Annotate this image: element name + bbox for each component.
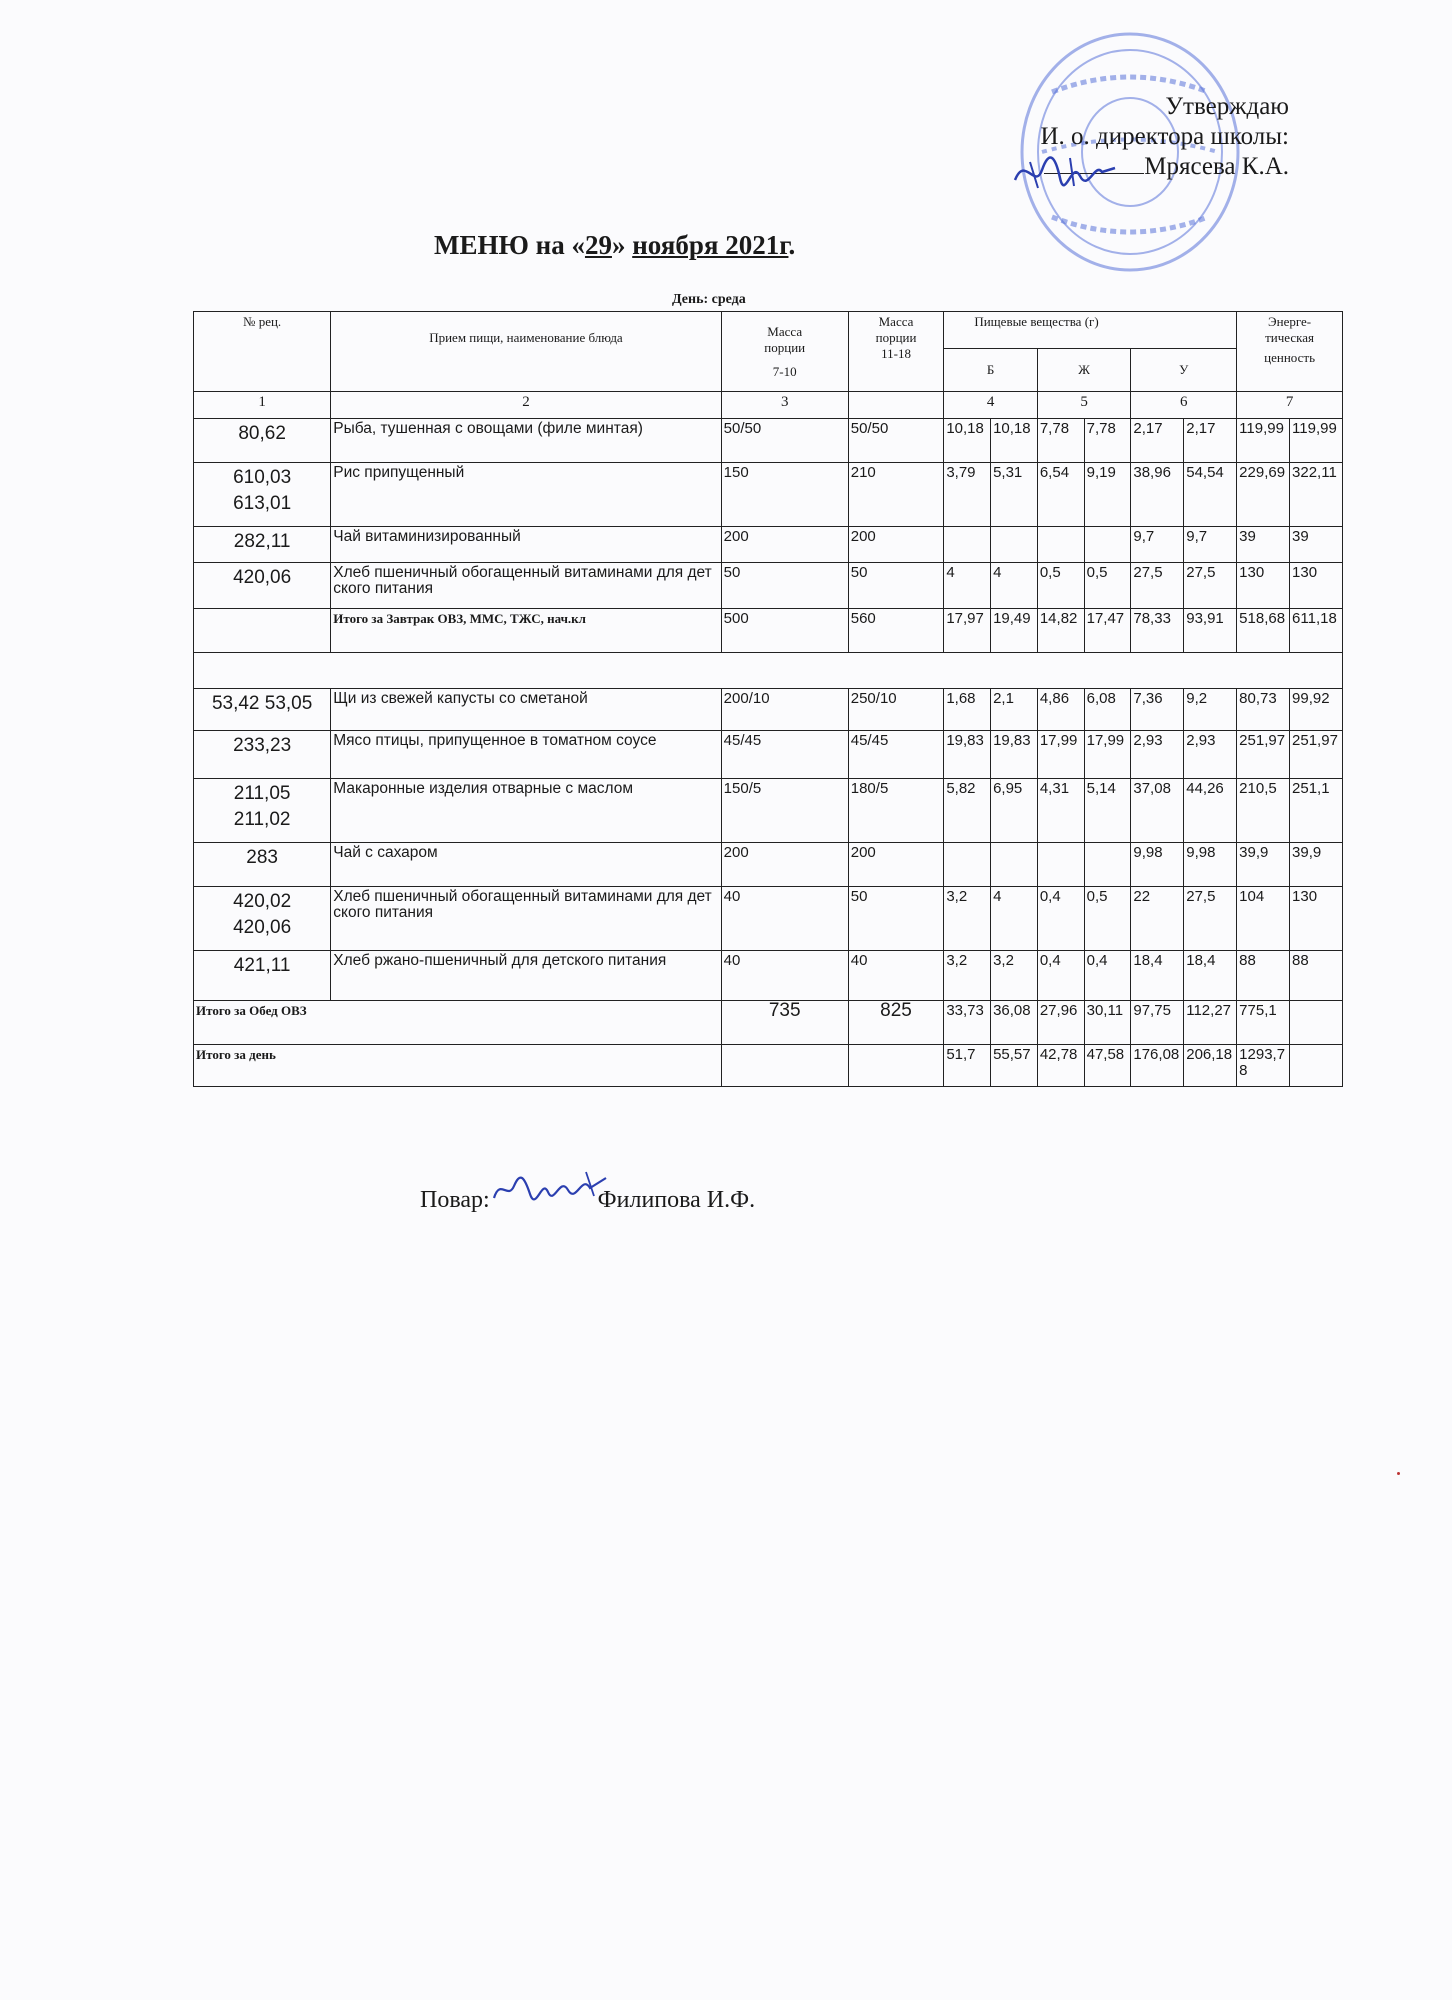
- col-header-b: Б: [944, 349, 1038, 392]
- value-e2: 251,97: [1290, 731, 1343, 779]
- value-z1: 4,31: [1037, 779, 1084, 843]
- value-e2: 39,9: [1290, 843, 1343, 887]
- col-number: 4: [944, 392, 1038, 419]
- value-m2: 45/45: [848, 731, 944, 779]
- value-z2: 17,99: [1084, 731, 1131, 779]
- breakfast-row: [194, 563, 1343, 609]
- col-header-dish: Прием пищи, наименование блюда: [331, 312, 721, 392]
- value-u2: 2,93: [1184, 731, 1237, 779]
- col-header-mass2: Масса порции 11-18: [848, 312, 944, 392]
- recipe-code: 211,05 211,02: [194, 779, 331, 843]
- title-mid: »: [611, 230, 633, 260]
- value-e1: 88: [1237, 951, 1290, 1001]
- total-z1: 27,96: [1037, 1001, 1084, 1045]
- value-u1: 2,17: [1131, 419, 1184, 463]
- value-e1: 229,69: [1237, 463, 1290, 527]
- total-u1: 176,08: [1131, 1045, 1184, 1087]
- page-title: [434, 230, 795, 261]
- dish-name: Чай витаминизированный: [331, 527, 721, 563]
- total-label: Итого за Обед ОВЗ: [194, 1001, 722, 1045]
- value-m1: 50: [721, 563, 848, 609]
- value-u1: 9,98: [1131, 843, 1184, 887]
- cook-label: Повар:: [420, 1187, 490, 1213]
- separator-row: [194, 653, 1343, 689]
- value-u2: 44,26: [1184, 779, 1237, 843]
- total-u1: 78,33: [1131, 609, 1184, 653]
- dish-name: Рис припущенный: [331, 463, 721, 527]
- total-z2: 30,11: [1084, 1001, 1131, 1045]
- total-u2: 93,91: [1184, 609, 1237, 653]
- value-m2: 180/5: [848, 779, 944, 843]
- value-z2: 0,5: [1084, 887, 1131, 951]
- lunch-row: [194, 887, 1343, 951]
- value-z2: 0,4: [1084, 951, 1131, 1001]
- recipe-code: 420,06: [194, 563, 331, 609]
- col-number: 7: [1237, 392, 1343, 419]
- value-b2: 2,1: [991, 689, 1038, 731]
- recipe-code: 53,42 53,05: [194, 689, 331, 731]
- value-b1: 3,2: [944, 951, 991, 1001]
- empty-cell: [194, 609, 331, 653]
- value-e1: 119,99: [1237, 419, 1290, 463]
- value-u1: 22: [1131, 887, 1184, 951]
- separator-cell: [194, 653, 1343, 689]
- value-m2: 50: [848, 887, 944, 951]
- recipe-code: 80,62: [194, 419, 331, 463]
- value-m2: 40: [848, 951, 944, 1001]
- value-b2: 3,2: [991, 951, 1038, 1001]
- value-z2: 0,5: [1084, 563, 1131, 609]
- total-e2: [1290, 1001, 1343, 1045]
- value-u1: 7,36: [1131, 689, 1184, 731]
- value-e1: 39,9: [1237, 843, 1290, 887]
- total-e2: [1290, 1045, 1343, 1087]
- title-suffix: .: [788, 230, 796, 260]
- value-b2: 19,83: [991, 731, 1038, 779]
- total-b2: 36,08: [991, 1001, 1038, 1045]
- value-z2: 9,19: [1084, 463, 1131, 527]
- value-e2: 322,11: [1290, 463, 1343, 527]
- total-e2: 611,18: [1290, 609, 1343, 653]
- total-m1: [721, 1045, 848, 1087]
- value-z2: [1084, 843, 1131, 887]
- title-day: 29: [584, 230, 612, 260]
- value-b1: 4: [944, 563, 991, 609]
- col-number: 5: [1037, 392, 1131, 419]
- value-e1: 104: [1237, 887, 1290, 951]
- col-header-mass1: Масса порции 7-10: [721, 312, 848, 392]
- recipe-code: 282,11: [194, 527, 331, 563]
- stray-mark: [1397, 1472, 1400, 1475]
- dish-name: Щи из свежей капусты со сметаной: [331, 689, 721, 731]
- header-row: [194, 312, 1343, 349]
- approval-line1: Утверждаю: [1165, 93, 1289, 120]
- approval-name: Мрясева К.А.: [1144, 153, 1289, 180]
- lunch-row: [194, 951, 1343, 1001]
- lunch-row: [194, 689, 1343, 731]
- value-z2: [1084, 527, 1131, 563]
- value-z1: 0,4: [1037, 951, 1084, 1001]
- value-e2: 39: [1290, 527, 1343, 563]
- value-b2: 6,95: [991, 779, 1038, 843]
- total-z2: 17,47: [1084, 609, 1131, 653]
- breakfast-row: [194, 419, 1343, 463]
- title-prefix: МЕНЮ на «: [434, 230, 585, 260]
- day-label: День: среда: [672, 292, 746, 307]
- total-m2: 560: [848, 609, 944, 653]
- breakfast-row: [194, 527, 1343, 563]
- value-u2: 27,5: [1184, 887, 1237, 951]
- recipe-code: 420,02 420,06: [194, 887, 331, 951]
- value-e2: 251,1: [1290, 779, 1343, 843]
- total-z2: 47,58: [1084, 1045, 1131, 1087]
- total-b1: 51,7: [944, 1045, 991, 1087]
- col-header-rec: № рец.: [194, 312, 331, 392]
- total-m2: [848, 1045, 944, 1087]
- value-e1: 130: [1237, 563, 1290, 609]
- lunch-row: [194, 779, 1343, 843]
- total-b1: 33,73: [944, 1001, 991, 1045]
- col-header-zh: Ж: [1037, 349, 1131, 392]
- dish-name: Макаронные изделия отварные с маслом: [331, 779, 721, 843]
- value-m1: 50/50: [721, 419, 848, 463]
- value-b2: 4: [991, 887, 1038, 951]
- value-u1: 37,08: [1131, 779, 1184, 843]
- signature-icon: [1010, 150, 1120, 198]
- value-z2: 7,78: [1084, 419, 1131, 463]
- value-z2: 5,14: [1084, 779, 1131, 843]
- value-m2: 50/50: [848, 419, 944, 463]
- value-m2: 200: [848, 843, 944, 887]
- value-e1: 39: [1237, 527, 1290, 563]
- value-z2: 6,08: [1084, 689, 1131, 731]
- recipe-code: 233,23: [194, 731, 331, 779]
- dish-name: Хлеб пшеничный обогащенный витаминами для детского питания: [331, 887, 721, 951]
- recipe-code: 421,11: [194, 951, 331, 1001]
- cook-name: Филипова И.Ф.: [597, 1187, 756, 1213]
- value-b2: [991, 843, 1038, 887]
- value-u2: 9,7: [1184, 527, 1237, 563]
- value-e1: 251,97: [1237, 731, 1290, 779]
- value-m1: 40: [721, 887, 848, 951]
- value-b1: [944, 527, 991, 563]
- lunch-row: [194, 731, 1343, 779]
- total-e1: 1293,78: [1237, 1045, 1290, 1087]
- recipe-code: 610,03 613,01: [194, 463, 331, 527]
- breakfast-row: [194, 463, 1343, 527]
- col-header-energy: Энерге- тическая ценность: [1237, 312, 1343, 392]
- value-z1: [1037, 527, 1084, 563]
- value-z1: [1037, 843, 1084, 887]
- value-b1: 10,18: [944, 419, 991, 463]
- col-header-nutrients: Пищевые вещества (г): [944, 312, 1237, 349]
- col-number: 1: [194, 392, 331, 419]
- total-label: Итого за Завтрак ОВЗ, ММС, ТЖС, нач.кл: [331, 609, 721, 653]
- col-number: [848, 392, 944, 419]
- total-m1: 735: [721, 1001, 848, 1045]
- total-u1: 97,75: [1131, 1001, 1184, 1045]
- value-b1: 1,68: [944, 689, 991, 731]
- value-u2: 27,5: [1184, 563, 1237, 609]
- value-b2: 5,31: [991, 463, 1038, 527]
- value-b1: 19,83: [944, 731, 991, 779]
- value-m1: 200/10: [721, 689, 848, 731]
- value-u1: 9,7: [1131, 527, 1184, 563]
- value-u1: 2,93: [1131, 731, 1184, 779]
- title-month-year: ноября 2021г: [632, 230, 789, 260]
- total-z1: 14,82: [1037, 609, 1084, 653]
- lunch-total-row: [194, 1001, 1343, 1045]
- value-e2: 88: [1290, 951, 1343, 1001]
- value-z1: 6,54: [1037, 463, 1084, 527]
- total-z1: 42,78: [1037, 1045, 1084, 1087]
- lunch-row: [194, 843, 1343, 887]
- value-b1: 3,2: [944, 887, 991, 951]
- dish-name: Хлеб пшеничный обогащенный витаминами для детского питания: [331, 563, 721, 609]
- total-u2: 112,27: [1184, 1001, 1237, 1045]
- column-numbers-row: [194, 392, 1343, 419]
- value-m2: 210: [848, 463, 944, 527]
- value-e2: 130: [1290, 563, 1343, 609]
- value-m2: 200: [848, 527, 944, 563]
- value-z1: 17,99: [1037, 731, 1084, 779]
- menu-table-body: [194, 312, 1343, 1087]
- value-e1: 80,73: [1237, 689, 1290, 731]
- dish-name: Мясо птицы, припущенное в томатном соусе: [331, 731, 721, 779]
- value-b2: 4: [991, 563, 1038, 609]
- total-u2: 206,18: [1184, 1045, 1237, 1087]
- value-e2: 119,99: [1290, 419, 1343, 463]
- dish-name: Рыба, тушенная с овощами (филе минтая): [331, 419, 721, 463]
- value-u1: 27,5: [1131, 563, 1184, 609]
- col-header-u: У: [1131, 349, 1237, 392]
- value-b1: 3,79: [944, 463, 991, 527]
- approval-line2: И. о. директора школы:: [1040, 123, 1289, 150]
- total-label: Итого за день: [194, 1045, 722, 1087]
- value-u2: 54,54: [1184, 463, 1237, 527]
- value-m1: 150: [721, 463, 848, 527]
- value-u2: 9,2: [1184, 689, 1237, 731]
- col-number: 3: [721, 392, 848, 419]
- dish-name: Хлеб ржано-пшеничный для детского питания: [331, 951, 721, 1001]
- value-e2: 130: [1290, 887, 1343, 951]
- total-e1: 518,68: [1237, 609, 1290, 653]
- value-b2: 10,18: [991, 419, 1038, 463]
- value-m1: 200: [721, 843, 848, 887]
- total-b1: 17,97: [944, 609, 991, 653]
- value-u2: 18,4: [1184, 951, 1237, 1001]
- total-b2: 19,49: [991, 609, 1038, 653]
- value-m2: 50: [848, 563, 944, 609]
- recipe-code: 283: [194, 843, 331, 887]
- value-e1: 210,5: [1237, 779, 1290, 843]
- col-number: 2: [331, 392, 721, 419]
- day-total-row: [194, 1045, 1343, 1087]
- value-u1: 18,4: [1131, 951, 1184, 1001]
- menu-table: [193, 311, 1343, 1087]
- value-b1: [944, 843, 991, 887]
- value-e2: 99,92: [1290, 689, 1343, 731]
- total-m2: 825: [848, 1001, 944, 1045]
- value-m2: 250/10: [848, 689, 944, 731]
- total-e1: 775,1: [1237, 1001, 1290, 1045]
- value-m1: 200: [721, 527, 848, 563]
- value-m1: 40: [721, 951, 848, 1001]
- col-number: 6: [1131, 392, 1237, 419]
- value-z1: 7,78: [1037, 419, 1084, 463]
- value-u2: 2,17: [1184, 419, 1237, 463]
- value-u1: 38,96: [1131, 463, 1184, 527]
- total-m1: 500: [721, 609, 848, 653]
- value-u2: 9,98: [1184, 843, 1237, 887]
- value-z1: 0,5: [1037, 563, 1084, 609]
- total-b2: 55,57: [991, 1045, 1038, 1087]
- cook-line: [420, 1187, 755, 1214]
- value-z1: 4,86: [1037, 689, 1084, 731]
- value-m1: 45/45: [721, 731, 848, 779]
- breakfast-total-row: [194, 609, 1343, 653]
- dish-name: Чай с сахаром: [331, 843, 721, 887]
- value-z1: 0,4: [1037, 887, 1084, 951]
- value-b2: [991, 527, 1038, 563]
- value-b1: 5,82: [944, 779, 991, 843]
- value-m1: 150/5: [721, 779, 848, 843]
